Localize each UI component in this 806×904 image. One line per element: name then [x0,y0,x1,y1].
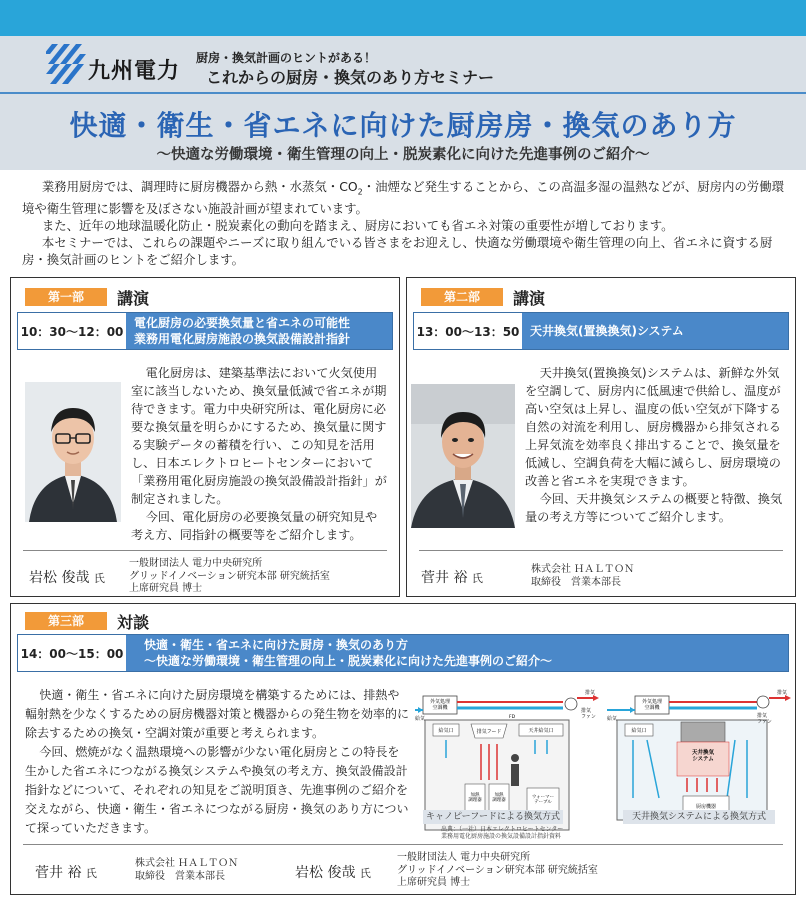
header-divider [0,92,806,94]
part2-tag-row [421,288,781,306]
diagram2-exhaust-fan: 排気ファン [757,713,772,725]
diagram1-ceiling-supply: 天井給気口 [528,728,554,734]
part2-time: 13：00〜13：50 [414,313,522,349]
diagram2-system: 天井換気システム [691,750,715,763]
part2-body-p1: 天井換気(置換換気)システムは、新鮮な外気を空調して、厨房内に低風速で供給し、温度が高い空気は上昇し、温度の低い空気が下降する自然の対流を利用し、厨房機器から排気される上昇気流を効率良く排出することで、換気量を低減し、空調負荷を大幅に減らし、厨房環境の改善と省エネを実現できます。 [525,366,781,488]
part1-body-p2: 今回、電化厨房の必要換気量の研究知見や考え方、同指針の概要等をご紹介します。 [131,510,378,542]
part2-title: 天井換気(置換換気)システム [530,324,684,338]
intro-paragraph-1: 業務用厨房では、調理時に厨房機器から熱・水蒸気・$CO_2$・油煙など発生することから、この高温多湿の温熱などが、厨房内の労働環境や衛生管理に影響を及ぼさない施設計画が望まれています。 [22,179,784,217]
part1-tag-row [25,288,385,306]
part3-speaker2-affiliation: 一般財団法人 電力中央研究所 グリッドイノベーション研究本部 研究統括室 上席研究員 博士 [397,852,598,888]
diagram1-outdoor-unit: 外気処理空調機 [429,699,451,711]
part1-tag: 第一部 [25,288,107,306]
kyuden-logo [46,44,216,90]
part3-speaker1-affiliation: 株式会社 ＨＡＬＴＯＮ 取締役 営業本部長 [135,858,239,882]
part2-speaker-name: 菅井 裕 氏 [421,570,483,586]
part2-body [525,364,783,526]
part3-time: 14：00〜15：00 [18,635,126,671]
part2-speaker-affiliation: 株式会社 ＨＡＬＴＯＮ 取締役 営業本部長 [531,564,635,588]
diagram1-heater1: 加熱調理器 [468,793,482,804]
part1-panel [10,277,400,597]
part3-tag: 第三部 [25,612,107,630]
part1-speaker-affiliation: 一般財団法人 電力中央研究所 グリッドイノベーション研究本部 研究統括室 上席研究員 博士 [129,558,330,594]
part2-type: 講演 [513,289,546,308]
logo-text: 九州電力 [88,59,181,84]
diagram1-fd-label: FD [509,715,516,720]
part3-speaker2-name: 岩松 俊哉 氏 [295,865,371,881]
part1-time-bar [17,312,393,350]
speaker-photo-sugai [411,384,515,528]
main-title: 快適・衛生・省エネに向けた厨房房・換気のあり方 [69,109,737,142]
diagram1-caption: キャノピーフードによる換気方式 [423,810,563,824]
main-subtitle: ～快適な労働環境・衛生管理の向上・脱炭素化に向けた先進事例のご紹介～ [156,147,650,163]
part3-separator [23,844,783,845]
part1-separator [23,550,387,551]
top-color-band [0,0,806,36]
part3-tag-row [25,612,385,630]
part2-panel [406,277,796,597]
diagram2-supply-vent: 給気口 [631,728,647,734]
part1-type: 講演 [117,289,150,308]
seminar-subtitle: 厨房・換気計画のヒントがある！ [196,51,377,65]
diagram1-exhaust-fan: 排気ファン [581,708,596,720]
intro-paragraph-2: また、近年の地球温暖化防止・脱炭素化の動向を踏まえ、厨房においても省エネ対策の重要性が増しております。 [41,218,674,234]
kyuden-logo-icon [46,44,86,86]
diagram1-table: ウォーマーテーブル [531,795,555,806]
part3-body [25,686,409,838]
part1-body [131,364,389,544]
diagram2-exhaust-label: 排気 [777,690,788,696]
part1-body-p1: 電化厨房は、建築基準法において火気使用室に該当しないため、換気量低減で省エネが期待できます。電力中央研究所は、電化厨房に必要な換気量を明らかにするため、換気量に関する実験データの蓄積を行い、この知見を活用し、日本エレクトロヒートセンターにおいて「業務用電化厨房施設の換気設備設計指針」が制定されました。 [131,366,387,506]
part1-time: 10：30〜12：00 [18,313,126,349]
diagram1-supply-vent: 給気口 [438,728,454,734]
part3-body-p1: 快適・衛生・省エネに向けた厨房環境を構築するためには、排熱や輻射熱を少なくするための厨房機器対策と機器からの発生物を効率的に除去するための換気・空調対策が重要と考えられます。 [25,688,410,740]
diagram2-equipment: 厨房機器 [695,804,717,810]
part3-time-bar [17,634,789,672]
diagram1-exhaust-label: 排気 [585,690,596,696]
seminar-name: これからの厨房・換気のあり方セミナー [206,68,495,87]
part2-tag: 第二部 [421,288,503,306]
diagram2-intake-label: 給気 [607,716,618,722]
part2-time-bar [413,312,789,350]
part3-panel [10,603,796,895]
part2-separator [419,550,783,551]
part3-speaker1-name: 菅井 裕 氏 [35,865,97,881]
intro-paragraph-3: 本セミナーでは、これらの課題やニーズに取り組んでいる皆さまをお迎えし、快適な労働環境や衛生管理の向上、省エネに資する厨房・換気計画のヒントをご紹介します。 [22,235,773,268]
diagram1-intake-label: 給気 [415,716,426,722]
part2-body-p2: 今回、天井換気システムの概要と特徴、換気量の考え方等についてご紹介します。 [525,492,783,524]
intro-text [22,178,792,268]
diagram2-outdoor-unit: 外気処理空調機 [641,699,663,711]
part1-title: 電化厨房の必要換気量と省エネの可能性 業務用電化厨房施設の換気設備設計指針 [134,316,351,346]
diagram1-heater2: 加熱調理器 [492,793,506,804]
diagram2-caption: 天井換気システムによる換気方式 [623,810,775,824]
speaker-photo-iwamatsu [25,382,121,522]
diagram1-source: 出典：（一社）日本エレクトロヒートセンター 業務用電化厨房施設の換気設備設計指針資料 [441,826,564,840]
part1-speaker-name: 岩松 俊哉 氏 [29,570,105,586]
diagram1-hood: 排気フード [476,729,502,735]
part3-title: 快適・衛生・省エネに向けた厨房・換気のあり方 ～快適な労働環境・衛生管理の向上・脱炭素化に向けた先進事例のご紹介～ [144,638,553,668]
part3-body-p2: 今回、燃焼がなく温熱環境への影響が少ない電化厨房とこの特長を生かした省エネにつながる換気システムや換気の考え方、換気設備設計指針などについて、それぞれの知見をご説明頂き、先進事例のご紹介を交えながら、快適・衛生・省エネにつながる厨房・換気のあり方について探っていただきます。 [25,745,409,835]
part3-type: 対談 [117,613,150,632]
